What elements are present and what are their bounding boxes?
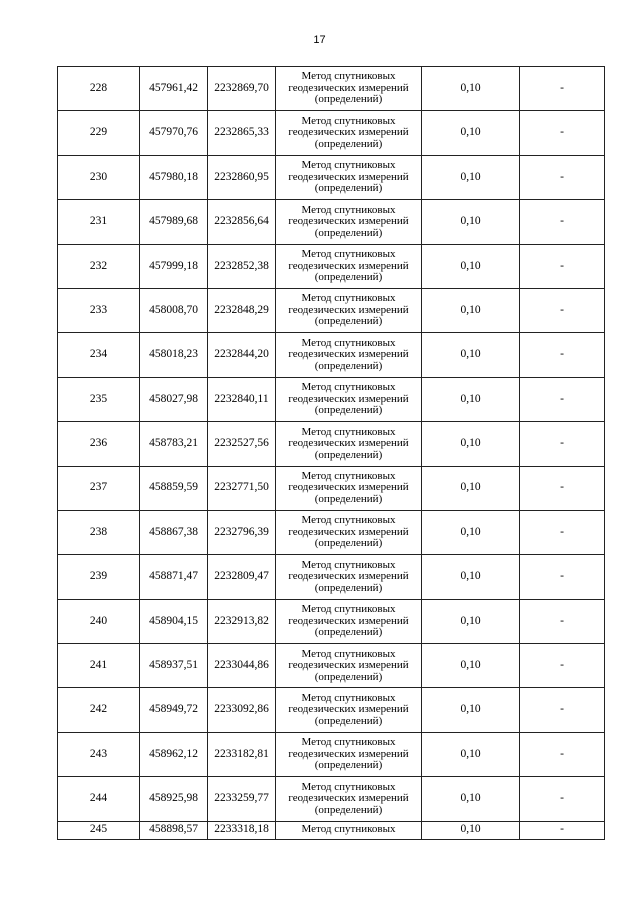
y-coordinate-cell: 2232856,64 — [208, 200, 276, 244]
table-row — [58, 777, 605, 821]
table-row — [58, 67, 605, 111]
method-cell: Метод спутниковых геодезических измерений (определений) — [276, 288, 422, 332]
method-cell: Метод спутниковых геодезических измерений (определений) — [276, 555, 422, 599]
x-coordinate-cell: 458962,12 — [140, 732, 208, 776]
accuracy-cell: 0,10 — [422, 155, 520, 199]
note-cell: - — [520, 155, 605, 199]
y-coordinate-cell: 2233092,86 — [208, 688, 276, 732]
note-cell: - — [520, 599, 605, 643]
x-coordinate-cell: 458898,57 — [140, 821, 208, 839]
table-row — [58, 821, 605, 839]
x-coordinate-cell: 458949,72 — [140, 688, 208, 732]
table-row — [58, 377, 605, 421]
table-row — [58, 688, 605, 732]
note-cell: - — [520, 200, 605, 244]
note-cell: - — [520, 466, 605, 510]
x-coordinate-cell: 458859,59 — [140, 466, 208, 510]
x-coordinate-cell: 458783,21 — [140, 422, 208, 466]
y-coordinate-cell: 2232865,33 — [208, 111, 276, 155]
x-coordinate-cell: 457970,76 — [140, 111, 208, 155]
note-cell: - — [520, 732, 605, 776]
accuracy-cell: 0,10 — [422, 688, 520, 732]
x-coordinate-cell: 458871,47 — [140, 555, 208, 599]
y-coordinate-cell: 2232852,38 — [208, 244, 276, 288]
y-coordinate-cell: 2232848,29 — [208, 288, 276, 332]
table-row — [58, 200, 605, 244]
point-number-cell: 242 — [58, 688, 140, 732]
point-number-cell: 235 — [58, 377, 140, 421]
table-row — [58, 466, 605, 510]
point-number-cell: 245 — [58, 821, 140, 839]
method-cell: Метод спутниковых — [276, 821, 422, 839]
note-cell: - — [520, 288, 605, 332]
table-row — [58, 155, 605, 199]
point-number-cell: 236 — [58, 422, 140, 466]
point-number-cell: 239 — [58, 555, 140, 599]
note-cell: - — [520, 244, 605, 288]
y-coordinate-cell: 2232844,20 — [208, 333, 276, 377]
point-number-cell: 230 — [58, 155, 140, 199]
y-coordinate-cell: 2232796,39 — [208, 510, 276, 554]
point-number-cell: 229 — [58, 111, 140, 155]
note-cell: - — [520, 111, 605, 155]
method-cell: Метод спутниковых геодезических измерений (определений) — [276, 67, 422, 111]
y-coordinate-cell: 2233259,77 — [208, 777, 276, 821]
table-row — [58, 510, 605, 554]
table-row — [58, 732, 605, 776]
accuracy-cell: 0,10 — [422, 555, 520, 599]
y-coordinate-cell: 2232809,47 — [208, 555, 276, 599]
note-cell: - — [520, 688, 605, 732]
x-coordinate-cell: 457980,18 — [140, 155, 208, 199]
table-row — [58, 111, 605, 155]
page-number: 17 — [313, 34, 326, 46]
accuracy-cell: 0,10 — [422, 111, 520, 155]
accuracy-cell: 0,10 — [422, 777, 520, 821]
note-cell: - — [520, 555, 605, 599]
x-coordinate-cell: 458904,15 — [140, 599, 208, 643]
y-coordinate-cell: 2232913,82 — [208, 599, 276, 643]
point-number-cell: 233 — [58, 288, 140, 332]
table-row — [58, 422, 605, 466]
y-coordinate-cell: 2232869,70 — [208, 67, 276, 111]
method-cell: Метод спутниковых геодезических измерений (определений) — [276, 777, 422, 821]
point-number-cell: 231 — [58, 200, 140, 244]
y-coordinate-cell: 2232527,56 — [208, 422, 276, 466]
method-cell: Метод спутниковых геодезических измерений (определений) — [276, 333, 422, 377]
y-coordinate-cell: 2232771,50 — [208, 466, 276, 510]
x-coordinate-cell: 457999,18 — [140, 244, 208, 288]
note-cell: - — [520, 422, 605, 466]
accuracy-cell: 0,10 — [422, 333, 520, 377]
point-number-cell: 232 — [58, 244, 140, 288]
y-coordinate-cell: 2232840,11 — [208, 377, 276, 421]
accuracy-cell: 0,10 — [422, 377, 520, 421]
accuracy-cell: 0,10 — [422, 244, 520, 288]
point-number-cell: 234 — [58, 333, 140, 377]
point-number-cell: 244 — [58, 777, 140, 821]
note-cell: - — [520, 777, 605, 821]
table-row — [58, 333, 605, 377]
point-number-cell: 241 — [58, 644, 140, 688]
method-cell: Метод спутниковых геодезических измерений (определений) — [276, 466, 422, 510]
note-cell: - — [520, 333, 605, 377]
method-cell: Метод спутниковых геодезических измерений (определений) — [276, 377, 422, 421]
accuracy-cell: 0,10 — [422, 599, 520, 643]
method-cell: Метод спутниковых геодезических измерений (определений) — [276, 200, 422, 244]
method-cell: Метод спутниковых геодезических измерений (определений) — [276, 422, 422, 466]
x-coordinate-cell: 458027,98 — [140, 377, 208, 421]
point-number-cell: 240 — [58, 599, 140, 643]
accuracy-cell: 0,10 — [422, 466, 520, 510]
accuracy-cell: 0,10 — [422, 821, 520, 839]
x-coordinate-cell: 457961,42 — [140, 67, 208, 111]
point-number-cell: 228 — [58, 67, 140, 111]
method-cell: Метод спутниковых геодезических измерений (определений) — [276, 155, 422, 199]
x-coordinate-cell: 458925,98 — [140, 777, 208, 821]
note-cell: - — [520, 67, 605, 111]
accuracy-cell: 0,10 — [422, 510, 520, 554]
x-coordinate-cell: 458867,38 — [140, 510, 208, 554]
accuracy-cell: 0,10 — [422, 732, 520, 776]
table-row — [58, 644, 605, 688]
note-cell: - — [520, 644, 605, 688]
method-cell: Метод спутниковых геодезических измерений (определений) — [276, 244, 422, 288]
note-cell: - — [520, 377, 605, 421]
table-row — [58, 555, 605, 599]
accuracy-cell: 0,10 — [422, 422, 520, 466]
point-number-cell: 243 — [58, 732, 140, 776]
accuracy-cell: 0,10 — [422, 200, 520, 244]
method-cell: Метод спутниковых геодезических измерений (определений) — [276, 111, 422, 155]
x-coordinate-cell: 458008,70 — [140, 288, 208, 332]
y-coordinate-cell: 2233318,18 — [208, 821, 276, 839]
x-coordinate-cell: 458018,23 — [140, 333, 208, 377]
table-row — [58, 244, 605, 288]
x-coordinate-cell: 458937,51 — [140, 644, 208, 688]
accuracy-cell: 0,10 — [422, 644, 520, 688]
method-cell: Метод спутниковых геодезических измерений (определений) — [276, 510, 422, 554]
point-number-cell: 237 — [58, 466, 140, 510]
method-cell: Метод спутниковых геодезических измерений (определений) — [276, 688, 422, 732]
table-row — [58, 288, 605, 332]
note-cell: - — [520, 821, 605, 839]
coordinates-table — [57, 66, 605, 840]
method-cell: Метод спутниковых геодезических измерений (определений) — [276, 732, 422, 776]
method-cell: Метод спутниковых геодезических измерений (определений) — [276, 644, 422, 688]
y-coordinate-cell: 2232860,95 — [208, 155, 276, 199]
x-coordinate-cell: 457989,68 — [140, 200, 208, 244]
note-cell: - — [520, 510, 605, 554]
accuracy-cell: 0,10 — [422, 67, 520, 111]
y-coordinate-cell: 2233044,86 — [208, 644, 276, 688]
y-coordinate-cell: 2233182,81 — [208, 732, 276, 776]
accuracy-cell: 0,10 — [422, 288, 520, 332]
table-row — [58, 599, 605, 643]
point-number-cell: 238 — [58, 510, 140, 554]
method-cell: Метод спутниковых геодезических измерений (определений) — [276, 599, 422, 643]
